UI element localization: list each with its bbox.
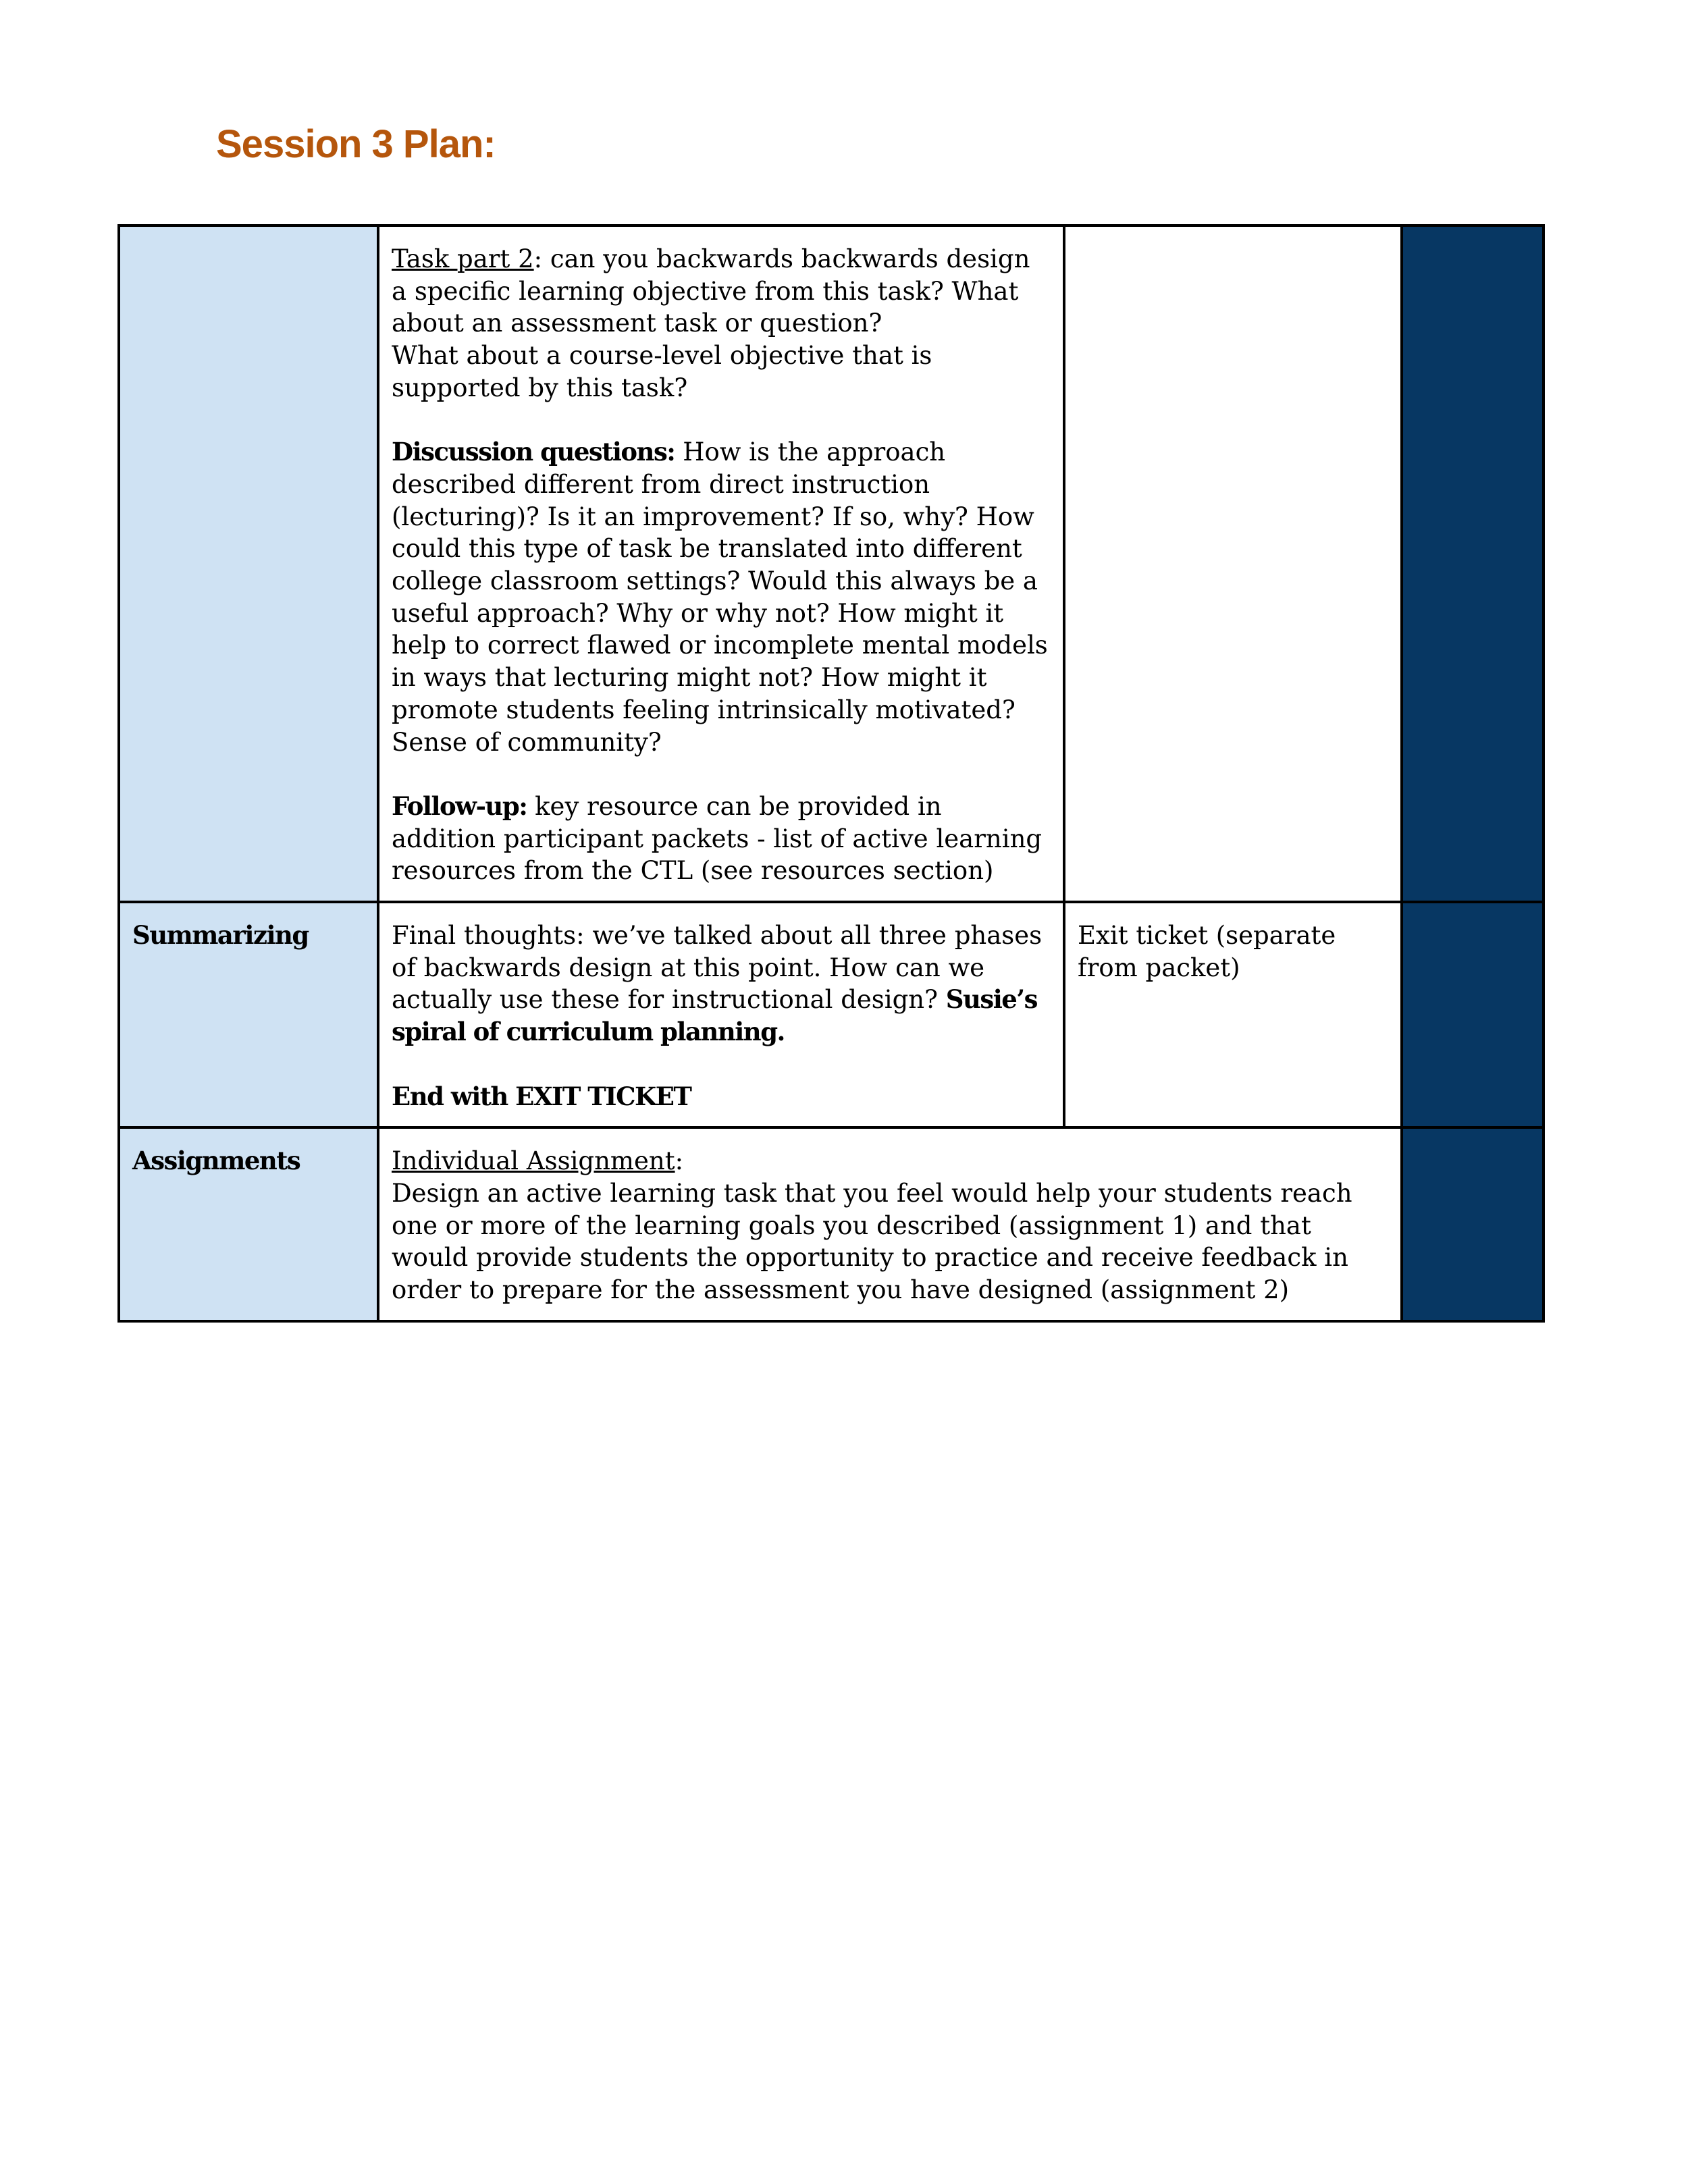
task-side-cell [1064,225,1402,902]
table-row-summarizing [119,902,1544,1127]
discussion-label: Discussion questions: [392,437,675,467]
assignment-text: Design an active learning task that you feel would help your students reach one or more of the learning goals you described (assignment 1) and that would provide students the opportunity to practice and receive feedback in order to prepare for the assessment you have designed (assignment 2) [392,1178,1352,1305]
dark-column-cell [1402,902,1544,1127]
summarizing-bold-text: Susie’s spiral of curriculum planning. [392,984,1038,1047]
discussion-text: How is the approach described different from direct instruction (lecturing)? Is it an improvement? If so, why? How could this type of task be translated into different college classroom settings? Would this always be a useful approach? Why or why not? How might it help to correct flawed or incomplete mental models in ways that lecturing might not? How might it promote students feeling intrinsically motivated? Sense of community? [392,437,1048,757]
exit-ticket-instruction: End with EXIT TICKET [392,1081,691,1111]
task-part-text: : can you backwards backwards design a specific learning objective from this task? What about an assessment task or question? [392,244,1030,338]
paragraph-spacer [392,404,1051,437]
row-label-assignments: Assignments [119,1127,378,1321]
dark-column-cell [1402,1127,1544,1321]
table-row-assignments [119,1127,1544,1321]
course-level-paragraph: What about a course-level objective that is supported by this task? [392,341,932,402]
summarizing-description-cell [378,902,1064,1127]
page-title: Session 3 Plan: [216,122,496,166]
followup-paragraph [392,791,1051,887]
task-part-label: Task part 2 [392,244,534,273]
assignment-label: Individual Assignment [392,1146,675,1176]
summarizing-side-cell: Exit ticket (separate from packet) [1064,902,1402,1127]
row-label-summarizing: Summarizing [119,902,378,1127]
task-description-cell [378,225,1064,902]
summarizing-paragraph [392,920,1051,1048]
summarizing-text: Final thoughts: we’ve talked about all three phases of backwards design at this point. How can we actually use these for instructional design? [392,921,1043,1015]
session-plan-table [117,224,1545,1323]
assignment-heading [392,1145,1388,1177]
dark-column-cell [1402,225,1544,902]
row-label-task [119,225,378,902]
followup-label: Follow-up: [392,791,527,821]
followup-text: key resource can be provided in addition participant packets - list of active learning resources from the CTL (see resources section) [392,791,1043,886]
assignment-colon: : [675,1146,684,1176]
paragraph-spacer [392,1048,1051,1081]
task-part-paragraph [392,243,1051,340]
paragraph-spacer [392,758,1051,791]
discussion-paragraph [392,436,1051,758]
assignments-description-cell [378,1127,1402,1321]
table-row-task [119,225,1544,902]
